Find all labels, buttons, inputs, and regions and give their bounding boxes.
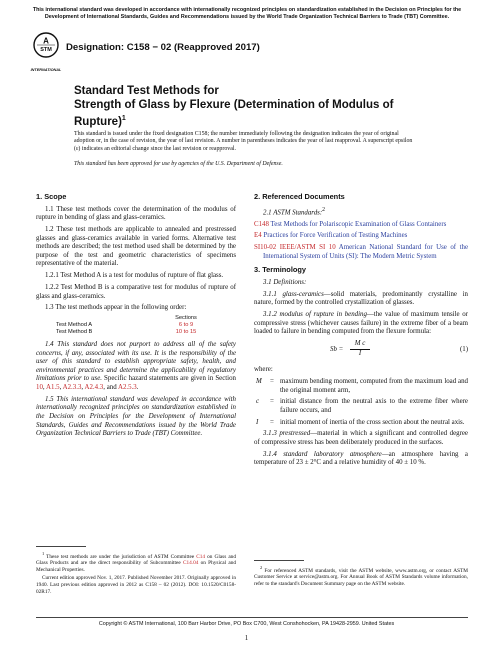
symbol-definition: c = initial distance from the neutral axis to the extreme fiber where failure occurs, and [256,398,468,414]
where-label: where: [254,366,273,374]
definition: —material in which a significant and controlled degree of compressive stress has been deliberately produced in the surfaces. [254,430,468,447]
term-modulus-of-rupture: 3.1.2 modulus of rupture in bending [263,311,367,319]
formula-numerator: M c [350,340,370,350]
title-footnote-mark: 1 [121,115,126,122]
footnote-divider [36,546,86,547]
term-glass-ceramics: 3.1.1 glass-ceramics [263,290,324,298]
footnote-divider [254,560,304,561]
para-1-3: 1.3 The test methods appear in the following order: [45,304,187,312]
reference-title[interactable]: American National Standard for Use of the International System of Units (SI): The Modern Metric System [263,244,468,260]
footnote-2-area [254,560,468,589]
astm-standards-label: 2.1 ASTM Standards: [263,208,323,216]
reference-code[interactable]: C148 [254,220,269,228]
logo-caption: INTERNATIONAL [30,68,62,72]
footnote-1-area [36,546,236,597]
committee-link[interactable]: C14 [196,553,206,560]
copyright-footer: Copyright © ASTM International, 100 Barr Harbor Drive, PO Box C700, West Conshohocken, PA 19428-2959. United States [98,621,395,627]
definition: —solid materials, predominantly crystalline in nature, formed by the controlled crystallization of glasses. [254,290,469,307]
method-name: Test Method A [56,322,93,329]
para-2-1 [254,206,468,218]
formula-fraction [350,340,370,358]
reference-code[interactable]: E4 [254,232,262,240]
para-3-1-3 [254,430,468,447]
symbol-definition: I = initial moment of inertia of the cross section about the neutral axis. [256,418,465,426]
reference-title[interactable]: Test Methods for Polariscopic Examination of Glass Containers [270,220,447,228]
issued-note: This standard is issued under the fixed designation C158; the number immediately following the designation indicates the year of original adoption or, in the case of revision, the year of last revision. A number in parentheses indicates the year of last reapproval. A superscript epsilon (ε) indicates an editorial change since the last revision or reapproval. [74,131,413,152]
term-standard-laboratory-atmosphere: 3.1.4 standard laboratory atmosphere [263,450,382,458]
approval-note: This standard has been approved for use by agencies of the U.S. Department of Defense. [74,161,283,167]
section-link[interactable]: A2.3.3 [62,384,82,392]
title-line-2: Strength of Glass by Flexure (Determination of Modulus of Rupture) [74,98,394,128]
symbol: c [256,398,260,406]
footnote-1-edition: Current edition approved Nov. 1, 2017. Published November 2017. Originally approved in 1940. Last previous edition approved in 2012 as C158 – 02 (2012). DOI: 10.1520/C0158-02R17. [36,575,236,595]
formula-denominator: I [358,349,362,357]
section-referenced-heading: 2. Referenced Documents [254,192,345,201]
footnote-2 [254,565,468,588]
term-prestressed: 3.1.3 prestressed [263,430,311,438]
tbt-notice: This international standard was developed in accordance with internationally recognized principles on standardization established in the Decision on Principles for the Development of International Standards, Guides and Recommendations issued by the World Trade Organization Technical Barriers to Trade (TBT) Committee. [32,7,462,20]
definition: —an atmosphere having a temperature of 23 ± 2°C and a relative humidity of 40 ± 10 %. [254,450,468,467]
hazard-statement-prefix: Specific hazard statements are given in Section [102,375,236,383]
astm-logo-icon [31,31,61,71]
reference-code[interactable]: SI10-02 IEEE/ASTM SI 10 [254,244,336,252]
para-3-1-4 [254,451,468,468]
methods-table-row [56,329,206,336]
para-1-4: 1.4 This standard does not purport to address all of the safety concerns, if any, associated with its use. It is the responsibility of the user of this standard to establish appropriate safety, health, and environmental practices and determine the applicability of regulatory limitations prior to use. Specific hazard statements are given in Section 10, A1.5, A2.3.3, A2.4.3, and A2.5.3. [36,341,236,392]
para-1-1: 1.1 These test methods cover the determination of the modulus of rupture in bending of glass and glass-ceramics. [36,205,236,222]
left-column [36,193,236,442]
section-link[interactable]: A2.4.3 [84,384,104,392]
symbol-meaning: initial moment of inertia of the cross section about the neutral axis. [280,418,465,426]
symbol-meaning: maximum bending moment, computed from the maximum load and the original moment arm, [280,377,468,394]
reference-title[interactable]: Practices for Force Verification of Testing Machines [263,232,408,240]
footnote-2-text: For referenced ASTM standards, visit the ASTM website, www.astm.org, or contact ASTM Customer Service at service@astm.org. For Annual Book of ASTM Standards volume information, refer to the standard's Document Summary page on the ASTM website. [254,567,468,587]
symbol-definition: M = maximum bending moment, computed from the maximum load and the original moment arm, [256,377,468,394]
svg-text:A: A [43,36,49,46]
symbol: I [256,418,259,426]
title-line-1: Standard Test Methods for [74,85,219,97]
section-terminology-heading: 3. Terminology [254,265,307,275]
para-3-1: 3.1 Definitions: [263,279,307,287]
methods-table [56,315,206,337]
footnote-1-para: $^1$ These test methods are under the jurisdiction of ASTM Committee C14 on Glass and Glass Products and are the direct responsibility of Subcommittee C14.04 on Physical and Mechanical Properties. [36,550,236,573]
reference-item[interactable] [254,244,468,261]
page-number: 1 [244,634,249,642]
flexure-formula [254,340,468,362]
para-1-2-2: 1.2.2 Test Method B is a comparative test for modulus of rupture of glass and glass-ceramics. [36,283,236,300]
subcommittee-link[interactable]: C14.04 [182,560,199,567]
footnote-2-para: $^2$ For referenced ASTM standards, visit the ASTM website, www.astm.org, or contact ASTM Customer Service at service@astm.org. For Annual Book of ASTM Standards volume information, refer to the standard's Document Summary page on the ASTM website. [254,564,468,587]
section-link[interactable]: A1.5 [45,384,60,392]
para-1-5: 1.5 This international standard was developed in accordance with internationally recognized principles on standardization established in the Decision on Principles for the Development of International Standards, Guides and Recommendations issued by the World Trade Organization Technical Barriers to Trade (TBT) Committee. [36,395,236,438]
para-1-2-1: 1.2.1 Test Method A is a test for modulus of rupture of flat glass. [45,272,224,280]
right-column [254,193,468,471]
methods-table-header: Sections [175,315,197,322]
footnote-mark-2: 2 [322,206,326,213]
section-link[interactable]: 10 [36,384,43,392]
safety-statement: 1.4 This standard does not purport to address all of the safety concerns, if any, associated with its use. It is the responsibility of the user of this standard to establish appropriate safety, health, and environmental practices and determine the applicability of regulatory limitations prior to use. [36,341,236,383]
footnote-1-text: on Physical and Mechanical Properties. [36,560,236,573]
section-scope-heading: 1. Scope [36,192,67,201]
section-link[interactable]: A2.5.3 [118,384,137,392]
symbol: M [256,377,262,385]
method-name: Test Method B [56,329,93,336]
definition: —the value of maximum tensile or compressive stress (whichever causes failure) in the extreme fiber of a beam loaded to failure in bending computed from the flexure formula: [254,311,468,336]
reference-item[interactable] [254,232,468,241]
footer-divider [36,617,468,618]
standard-title [74,85,414,129]
footnote-1 [36,551,236,596]
methods-table-row [56,322,206,329]
svg-text:STM: STM [40,47,52,53]
symbol-meaning: initial distance from the neutral axis to the extreme fiber where failure occurs, and [280,398,468,414]
para-3-1-1 [254,291,468,308]
para-1-2: 1.2 These test methods are applicable to annealed and prestressed glasses and glass-ceramics available in varied forms. Alternative test methods are described; the test method used shall be determined by the purpose of the test and geometric characteristics of specimens representative of the material. [36,225,236,268]
method-sections-link[interactable]: 10 to 15 [175,329,197,336]
reference-item[interactable] [254,221,468,230]
equation-number: (1) [459,346,468,354]
footnote-1-text: These test methods are under the jurisdiction of ASTM Committee [46,553,197,560]
footnote-1-text: on Glass and Glass Products and are the direct responsibility of Subcommittee [36,553,236,567]
method-sections-link[interactable]: 6 to 9 [178,322,194,329]
designation: Designation: C158 − 02 (Reapproved 2017) [66,42,260,53]
para-3-1-2 [254,311,468,337]
formula-lhs: Sb = [330,346,344,354]
